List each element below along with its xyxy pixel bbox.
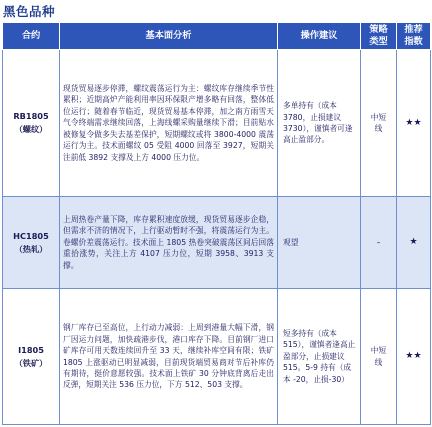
- contract-cell: [3, 197, 60, 289]
- header-contract: 合约: [3, 23, 60, 50]
- contract-cell: [3, 289, 60, 425]
- section-title: 黑色品种: [3, 4, 56, 19]
- contract-name: （螺纹）: [14, 124, 48, 134]
- contract-code: RB1805: [13, 111, 49, 121]
- table-row: [3, 289, 431, 425]
- advice-cell: 多单持有（成本 3780，止损建议 3730），谨慎者可逢高止盈部分。: [278, 50, 361, 197]
- contract-name: （铁矿）: [14, 357, 48, 368]
- contract-code: HC1805: [13, 230, 49, 241]
- header-recommend-index: [397, 23, 431, 50]
- star-rating-icon: ★★: [405, 351, 422, 362]
- header-strategy-type-text: 策略类型: [369, 24, 388, 47]
- analysis-cell: 钢厂库存已至高位，上行动力减弱：上周到港量大幅下滑，钢厂因运力问题，加快疏港步伐，港口库存下降。目前钢厂进口矿库存可用天数连续回升至 33 天，继续补库空间有限；铁矿 1805 上涨驱动已明显减弱，目前现货端贸易商对节后补库仍有期待，挺价意愿较强。技术面上铁矿 30 分钟底背离后走出反弹，短期关注 536 压力位，下方 512、503 支撑。: [60, 289, 278, 425]
- strategy-type-text: 中短线: [370, 346, 387, 367]
- header-recommend-index-text: 推荐指数: [404, 24, 423, 47]
- contract-cell: [3, 50, 60, 197]
- contract-name: （热轧）: [14, 243, 48, 254]
- header-strategy-type: [361, 23, 397, 50]
- header-analysis: 基本面分析: [60, 23, 278, 50]
- table-row: [3, 197, 431, 289]
- recommend-index-cell: [397, 50, 431, 197]
- advice-cell: 观望: [278, 197, 361, 289]
- strategy-type-cell: [361, 289, 397, 425]
- table-header-row: [3, 23, 431, 50]
- strategy-type-cell: –: [361, 197, 397, 289]
- strategy-type-cell: [361, 50, 397, 197]
- analysis-cell: 现货贸易逐步停滞，螺纹震荡运行为主：螺纹库存继续季节性累积；近期高炉产能利用率因环保限产增多略有回落，整体低位运行；随着春节临近，现货贸易基本停滞，加之南方雨雪天气令终端需求继续回落，上海线螺采购量继续下滑；目前贴水被修复令做多失去基差保护，短期螺纹或将 3800-4000 震荡运行为主。技术面螺纹 05 受阻 4000 回落至 3927，短期关注前低 3892 支撑及上方 4000 压力位。: [60, 50, 278, 197]
- contract-code: I1805: [18, 344, 44, 355]
- recommend-index-cell: [397, 197, 431, 289]
- header-advice: 操作建议: [278, 23, 361, 50]
- star-rating-icon: ★: [409, 237, 418, 248]
- recommend-index-cell: [397, 289, 431, 425]
- analysis-cell: 上周热卷产量下降，库存累积速度放缓，现货贸易逐步企稳，但需求不济的情况下，上行驱动暂时不强，将震荡运行为主。卷螺价差震荡运行。技术面上 1805 热卷突破震荡区间后回落重拾涨势，关注上方 4107 压力位，短期 3958、3913 支撑。: [60, 197, 278, 289]
- star-rating-icon: ★★: [405, 117, 422, 128]
- strategy-type-text: 中短线: [370, 112, 387, 133]
- advice-cell: 短多持有（成本 515），谨慎者逢高止盈部分，止损建议 515。5-9 持有（成本 -20，止损-30）: [278, 289, 361, 425]
- table-row: [3, 50, 431, 197]
- futures-table: [2, 22, 431, 425]
